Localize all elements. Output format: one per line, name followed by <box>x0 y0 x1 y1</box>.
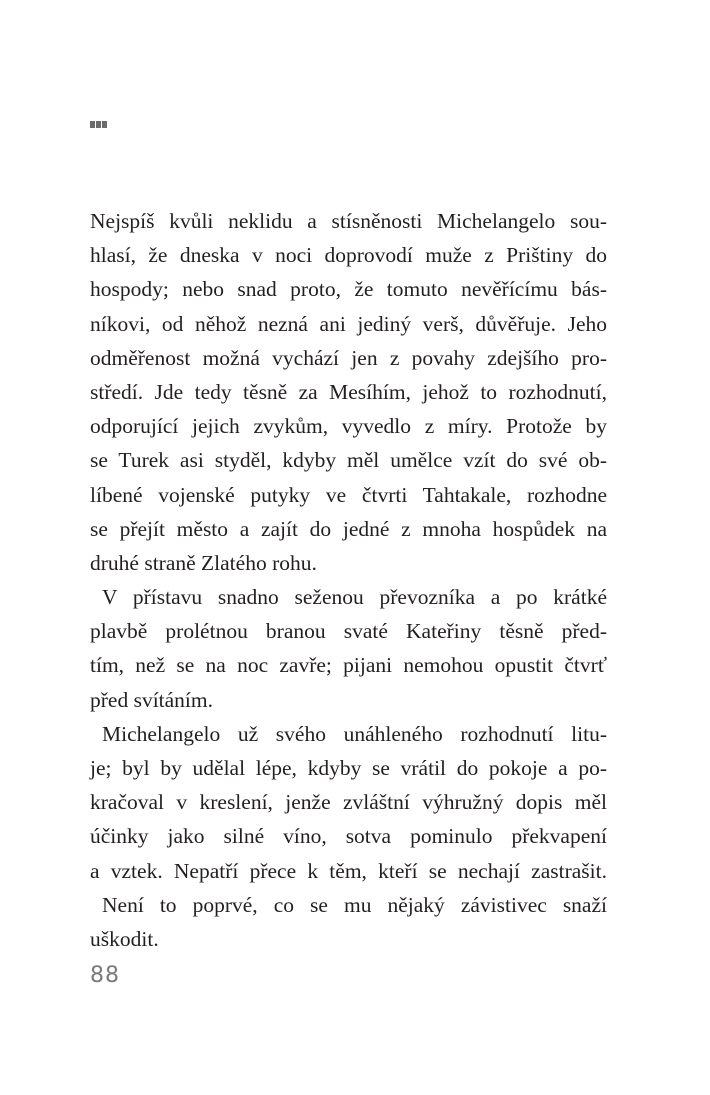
text-line: Nejspíš kvůli neklidu a stísněnosti Michelangelo sou- <box>90 209 607 233</box>
text-line: odměřenost možná vychází jen z povahy zdejšího pro- <box>90 345 607 370</box>
ornament-block <box>90 121 95 128</box>
page-number: 88 <box>90 963 120 988</box>
text-line: líbené vojenské putyky ve čtvrti Tahtakale, rozhodne <box>90 482 607 507</box>
section-ornament <box>90 121 107 128</box>
text-line: hospody; nebo snad proto, že tomuto nevěřícímu bás- <box>90 277 607 302</box>
text-line: níkovi, od něhož nezná ani jediný verš, důvěřuje. Jeho <box>90 311 607 336</box>
text-line: plavbě prolétnou branou svaté Kateřiny těsně před- <box>90 619 607 644</box>
text-line: uškodit. <box>90 926 159 951</box>
text-line: Michelangelo už svého unáhleného rozhodnutí litu- <box>102 721 607 746</box>
text-line: účinky jako silné víno, sotva pominulo překvapení <box>90 824 607 849</box>
ornament-block <box>102 121 107 128</box>
text-line: tím, než se na noc zavře; pijani nemohou opustit čtvrť <box>90 653 607 678</box>
text-line: V přístavu snadno seženou převozníka a po krátké <box>102 585 607 610</box>
text-line: před svítáním. <box>90 687 214 712</box>
text-line: kračoval v kreslení, jenže zvláštní výhružný dopis měl <box>90 790 607 815</box>
text-line: a vztek. Nepatří přece k těm, kteří se nechají zastrašit. <box>90 858 607 883</box>
text-line: Není to poprvé, co se mu nějaký závistivec snaží <box>102 892 607 917</box>
text-line: středí. Jde tedy těsně za Mesíhím, jehož to rozhodnutí, <box>90 379 607 404</box>
text-line: odporující jejich zvykům, vyvedlo z míry. Protože by <box>90 414 607 439</box>
body-text <box>90 204 607 956</box>
text-line: je; byl by udělal lépe, kdyby se vrátil do pokoje a po- <box>90 756 607 780</box>
text-line: druhé straně Zlatého rohu. <box>90 550 317 575</box>
text-line: se přejít město a zajít do jedné z mnoha hospůdek na <box>90 516 607 541</box>
text-line: hlasí, že dneska v noci doprovodí muže z Prištiny do <box>90 243 607 268</box>
text-line: se Turek asi styděl, kdyby měl umělce vzít do své ob- <box>90 448 607 473</box>
ornament-block <box>96 121 101 128</box>
